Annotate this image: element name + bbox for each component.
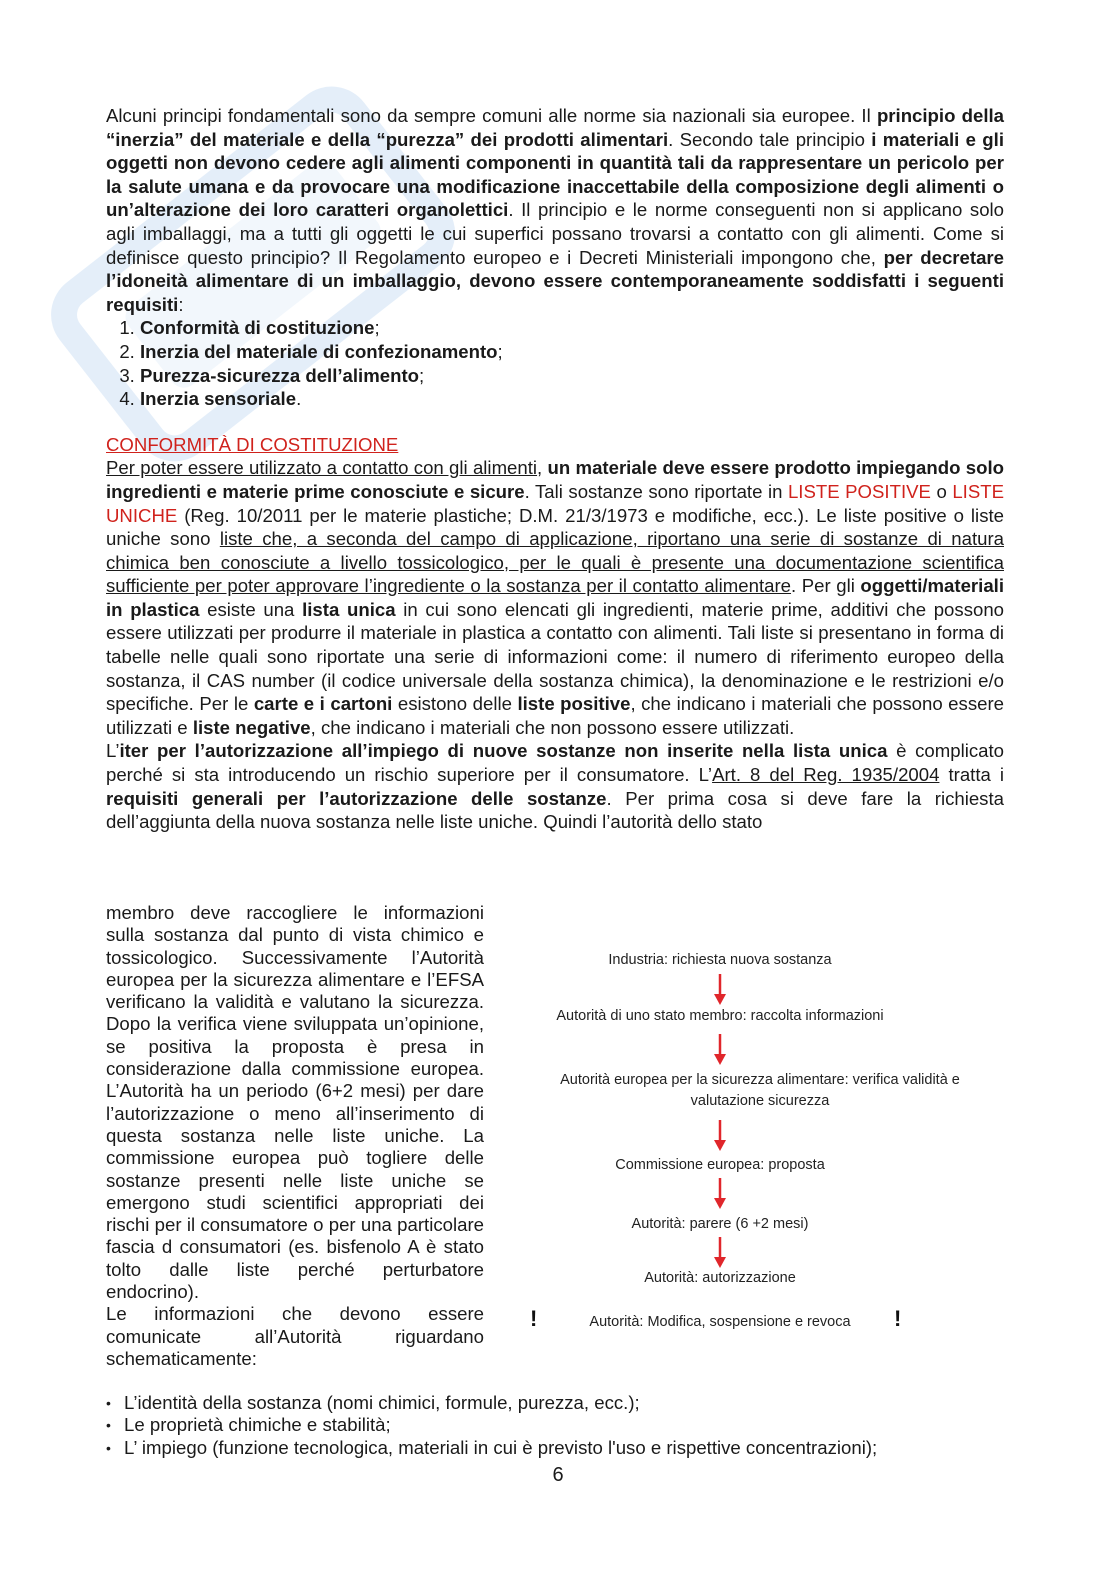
flow-step: Autorità: Modifica, sospensione e revoca [589,1314,851,1330]
warning-mark-left: ! [530,1306,538,1331]
list-item: • L’ impiego (funzione tecnologica, materiali in cui è previsto l'uso e rispettive concentrazioni); [106,1437,1006,1459]
down-arrow-icon [711,1237,729,1269]
section-paragraph-2: L’iter per l’autorizzazione all’impiego di nuove sostanze non inserite nella lista unica è complicato perché si sta introducendo un rischio superiore per il consumatore. L’Art. 8 del Reg. 1935/2004 tratta i requisiti generali per l’autorizzazione delle sostanze. Per prima cosa si deve fare la richiesta dell’aggiunta della nuova sostanza nelle liste uniche. Quindi l’autorità dello stato [106,740,1004,833]
list-item: 3. Purezza-sicurezza dell’alimento; [140,364,1004,388]
main-text [106,104,1004,834]
list-item: 1. Conformità di costituzione; [140,316,1004,340]
warning-mark-right: ! [894,1306,902,1331]
flow-step: Autorità di uno stato membro: raccolta informazioni [556,1008,884,1024]
down-arrow-icon [711,1120,729,1152]
down-arrow-icon [711,974,729,1006]
list-item: • Le proprietà chimiche e stabilità; [106,1414,1006,1436]
side-paragraph: membro deve raccogliere le informazioni sulla sostanza dal punto di vista chimico e tossicologico. Successivamente l’Autorità europea per la sicurezza alimentare e l’EFSA verificano la validità e valutano la sicurezza. Dopo la verifica viene sviluppata un’opinione, se positiva la proposta è presa in considerazione dalla commissione europea. L’Autorità ha un periodo (6+2 mesi) per dare l’autorizzazione o meno all’inserimento di questa sostanza nelle liste uniche. La commissione europea può togliere delle sostanze presenti nelle liste uniche se emergono studi scientifici appropriati dei rischi per il consumatore o per una particolare fascia d consumatori (es. bisfenolo A è stato tolto dalle liste perché perturbatore endocrino). [106,902,484,1303]
list-item: 2. Inerzia del materiale di confezionamento; [140,340,1004,364]
flow-step: Autorità: autorizzazione [644,1270,796,1286]
list-item: 4. Inerzia sensoriale. [140,387,1004,411]
intro-paragraph: Alcuni principi fondamentali sono da sempre comuni alle norme sia nazionali sia europee. Il principio della “inerzia” del materiale e della “purezza” dei prodotti alimentari. Secondo tale principio i materiali e gli oggetti non devono cedere agli alimenti componenti in quantità tali da rappresentare un pericolo per la salute umana e da provocare una modificazione inaccettabile della composizione degli alimenti o un’alterazione dei loro caratteri organolettici. Il principio e le norme conseguenti non si applicano solo agli imballaggi, ma a tutti gli oggetti le cui superfici possano trovarsi a contatto con gli alimenti. Come si definisce questo principio? Il Regolamento europeo e i Decreti Ministeriali impongono che, per decretare l’idoneità alimentare di un imballaggio, devono essere contemporaneamente soddisfatti i seguenti requisiti: [106,105,1005,315]
flow-step: Commissione europea: proposta [615,1157,825,1173]
authorization-flowchart [510,940,1010,1340]
down-arrow-icon [711,1034,729,1066]
flow-step: Industria: richiesta nuova sostanza [608,952,832,968]
list-item: • L’identità della sostanza (nomi chimici, formule, purezza, ecc.); [106,1392,1006,1414]
section-heading: CONFORMITÀ DI COSTITUZIONE [106,433,399,455]
flow-step: Autorità: parere (6 +2 mesi) [631,1216,809,1232]
flow-step: Autorità europea per la sicurezza alimentare: verifica validità e valutazione sicurezza [560,1072,960,1109]
side-text [106,902,484,1370]
side-paragraph-2: Le informazioni che devono essere comunicate all’Autorità riguardano schematicamente: [106,1303,484,1369]
down-arrow-icon [711,1178,729,1210]
section-paragraph-1: Per poter essere utilizzato a contatto con gli alimenti, un materiale deve essere prodotto impiegando solo ingredienti e materie prime conosciute e sicure. Tali sostanze sono riportate in LISTE POSITIVE o LISTE UNICHE (Reg. 10/2011 per le materie plastiche; D.M. 21/3/1973 e modifiche, ecc.). Le liste positive o liste uniche sono liste che, a seconda del campo di applicazione, riportano una serie di sostanze di natura chimica ben conosciute a livello tossicologico, per le quali è presente una documentazione scientifica sufficiente per poter approvare l’ingrediente o la sostanza per il contatto alimentare. Per gli oggetti/materiali in plastica esiste una lista unica in cui sono elencati gli ingredienti, materie prime, additivi che possono essere utilizzati per produrre il materiale in plastica a contatto con alimenti. Tali liste si presentano in forma di tabelle nelle quali sono riportate una serie di informazioni come: il numero di riferimento europeo della sostanza, il CAS number (il codice universale della sostanza chimica), la denominazione e le restrizioni e/o specifiche. Per le carte e i cartoni esistono delle liste positive, che indicano i materiali che possono essere utilizzati e liste negative, che indicano i materiali che non possono essere utilizzati. [106,457,1005,738]
requirements-list [106,316,1004,410]
page-number: 6 [552,1464,564,1486]
info-bullet-list [106,1392,1006,1459]
